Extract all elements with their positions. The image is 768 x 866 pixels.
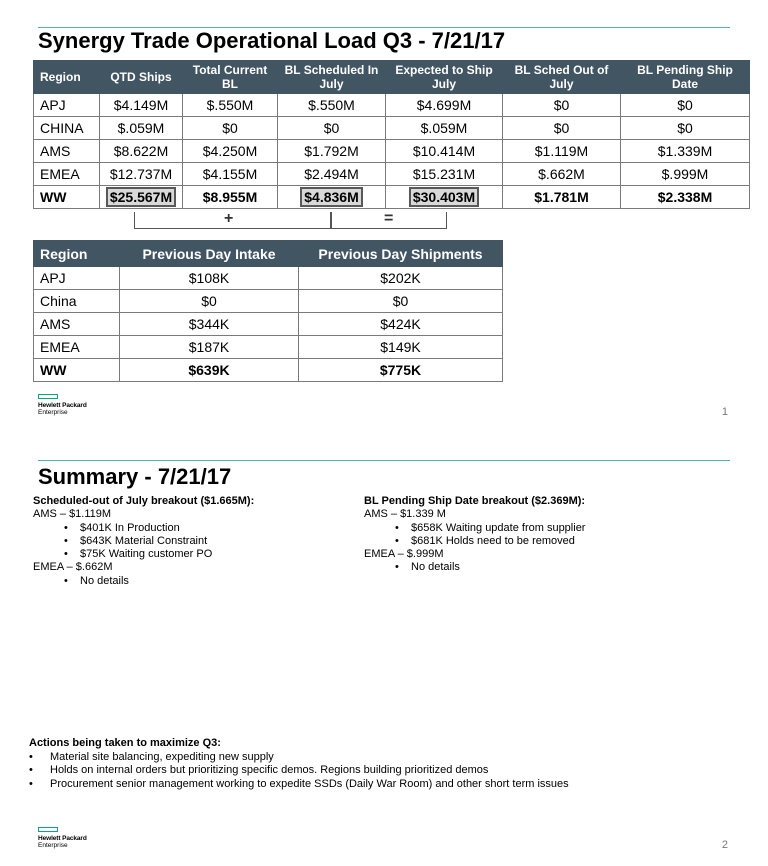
- table-cell: $4.250M: [183, 140, 278, 163]
- table-cell: $.550M: [183, 94, 278, 117]
- page-title: Summary - 7/21/17: [38, 464, 232, 489]
- table-cell: $1.792M: [278, 140, 386, 163]
- table-row: [34, 336, 503, 359]
- table-row: [34, 290, 503, 313]
- table-cell: $1.781M: [503, 186, 621, 209]
- operational-load-table: [33, 60, 750, 209]
- table-cell: CHINA: [34, 117, 100, 140]
- table-cell: $2.338M: [621, 186, 750, 209]
- table-cell: APJ: [34, 267, 120, 290]
- logo-text: Hewlett Packard: [38, 835, 87, 842]
- table-cell: $108K: [120, 267, 299, 290]
- table-cell: $.662M: [503, 163, 621, 186]
- region-line: EMEA – $.999M: [364, 548, 444, 561]
- table-cell: EMEA: [34, 163, 100, 186]
- table-header-row: [34, 61, 750, 94]
- equals-sign: =: [384, 210, 394, 227]
- highlighted-value: $4.836M: [300, 187, 362, 207]
- column-header: Region: [34, 241, 120, 267]
- list-item: • $681K Holds need to be removed: [411, 535, 744, 548]
- table-cell: $8.955M: [183, 186, 278, 209]
- list-item: • No details: [80, 575, 353, 588]
- column-header: BL Pending Ship Date: [621, 61, 750, 94]
- column-header: Expected to Ship July: [386, 61, 503, 94]
- table-cell: WW: [34, 359, 120, 382]
- page-title: Synergy Trade Operational Load Q3 - 7/21/17: [38, 28, 506, 53]
- table-cell: China: [34, 290, 120, 313]
- column-header: Previous Day Shipments: [299, 241, 503, 267]
- table-row: [34, 163, 750, 186]
- table-row: [34, 117, 750, 140]
- table-cell: $1.119M: [503, 140, 621, 163]
- column-header: QTD Ships: [100, 61, 183, 94]
- list-item: • Material site balancing, expediting new supply: [50, 751, 569, 765]
- table-cell: $0: [621, 117, 750, 140]
- list-item: • $643K Material Constraint: [80, 535, 353, 548]
- list-item: • No details: [411, 561, 744, 574]
- column-header: Previous Day Intake: [120, 241, 299, 267]
- bullet-list: [33, 575, 353, 588]
- previous-day-table: [33, 240, 503, 382]
- table-cell: $4.699M: [386, 94, 503, 117]
- highlighted-value: $25.567M: [106, 187, 176, 207]
- section-heading: Scheduled-out of July breakout ($1.665M):: [33, 495, 255, 507]
- table-cell: $4.149M: [100, 94, 183, 117]
- region-line: AMS – $1.339 M: [364, 508, 446, 521]
- section-heading: Actions being taken to maximize Q3:: [29, 737, 221, 749]
- region-line: AMS – $1.119M: [33, 508, 112, 521]
- scheduled-out-breakout: [33, 495, 353, 588]
- title-rule: [38, 460, 730, 461]
- hpe-logo: [38, 827, 87, 849]
- column-header: Total Current BL: [183, 61, 278, 94]
- bl-pending-breakout: [364, 495, 744, 575]
- table-cell: $0: [120, 290, 299, 313]
- table-cell: $10.414M: [386, 140, 503, 163]
- highlighted-value: $30.403M: [409, 187, 479, 207]
- column-header: BL Scheduled In July: [278, 61, 386, 94]
- hpe-logo: [38, 394, 87, 416]
- column-header: BL Sched Out of July: [503, 61, 621, 94]
- table-cell: $187K: [120, 336, 299, 359]
- table-cell: $8.622M: [100, 140, 183, 163]
- table-cell: APJ: [34, 94, 100, 117]
- table-total-row: [34, 186, 750, 209]
- table-cell: $.059M: [386, 117, 503, 140]
- table-cell: $202K: [299, 267, 503, 290]
- table-cell: $149K: [299, 336, 503, 359]
- list-item: • $658K Waiting update from supplier: [411, 522, 744, 535]
- table-row: [34, 267, 503, 290]
- table-cell: $0: [278, 117, 386, 140]
- bullet-list: [364, 561, 744, 574]
- region-line: EMEA – $.662M: [33, 561, 113, 574]
- table-cell: $.999M: [621, 163, 750, 186]
- logo-text: Enterprise: [38, 409, 68, 416]
- page-number: 1: [721, 406, 728, 418]
- hpe-logo-mark: [38, 394, 58, 399]
- table-row: [34, 313, 503, 336]
- table-cell: $424K: [299, 313, 503, 336]
- table-cell: EMEA: [34, 336, 120, 359]
- table-cell: WW: [34, 186, 100, 209]
- table-cell: $0: [503, 94, 621, 117]
- table-cell: $2.494M: [278, 163, 386, 186]
- table-total-row: [34, 359, 503, 382]
- table-cell: $0: [299, 290, 503, 313]
- logo-text: Enterprise: [38, 842, 68, 849]
- list-item: • Holds on internal orders but prioritizing specific demos. Regions building prioritized demos: [50, 764, 569, 778]
- plus-sign: +: [224, 210, 234, 227]
- bullet-list: [364, 522, 744, 549]
- table-cell: $4.155M: [183, 163, 278, 186]
- table-cell-boxed: [100, 186, 183, 209]
- table-cell: $.550M: [278, 94, 386, 117]
- table-cell: $12.737M: [100, 163, 183, 186]
- table-cell: $0: [621, 94, 750, 117]
- table-cell: AMS: [34, 140, 100, 163]
- slide-2: [0, 433, 768, 866]
- column-header: Region: [34, 61, 100, 94]
- actions-section: [29, 737, 569, 791]
- hpe-logo-mark: [38, 827, 58, 832]
- section-heading: BL Pending Ship Date breakout ($2.369M):: [364, 495, 586, 507]
- table-cell-boxed: [386, 186, 503, 209]
- table-row: [34, 140, 750, 163]
- table-row: [34, 94, 750, 117]
- bullet-list: [29, 751, 569, 792]
- list-item: • $401K In Production: [80, 522, 353, 535]
- table-cell: $0: [503, 117, 621, 140]
- list-item: • Procurement senior management working to expedite SSDs (Daily War Room) and other short term issues: [50, 778, 569, 792]
- table-cell: $15.231M: [386, 163, 503, 186]
- table-cell: $775K: [299, 359, 503, 382]
- table-cell: $.059M: [100, 117, 183, 140]
- list-item: • $75K Waiting customer PO: [80, 548, 353, 561]
- table-cell: $639K: [120, 359, 299, 382]
- table-header-row: [34, 241, 503, 267]
- table-cell: $0: [183, 117, 278, 140]
- table-cell: $344K: [120, 313, 299, 336]
- page-number: 2: [721, 839, 728, 851]
- table-cell-boxed: [278, 186, 386, 209]
- bullet-list: [33, 522, 353, 562]
- table-cell: $1.339M: [621, 140, 750, 163]
- table-cell: AMS: [34, 313, 120, 336]
- logo-text: Hewlett Packard: [38, 402, 87, 409]
